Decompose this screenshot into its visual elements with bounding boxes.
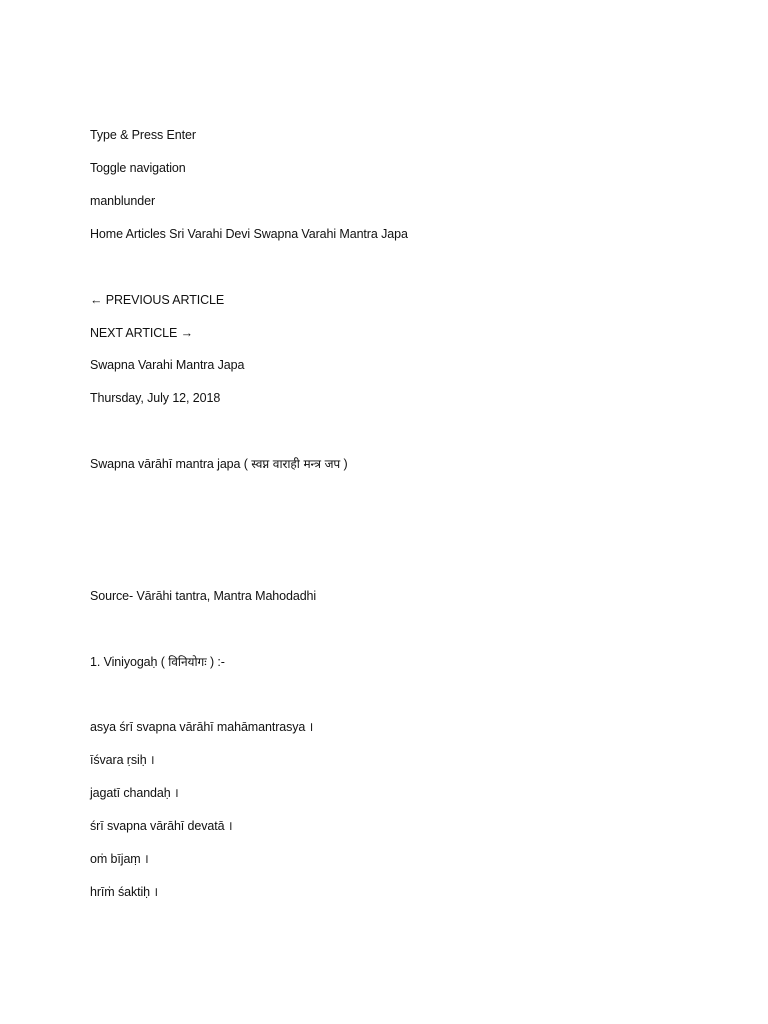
verse-line: jagatī chandaḥ । xyxy=(90,786,179,800)
next-article-link[interactable]: NEXT ARTICLE → xyxy=(90,326,194,340)
viniyoga-heading xyxy=(90,654,225,670)
verse-line: śrī svapna vārāhī devatā । xyxy=(90,819,233,833)
verse-line: hrīṁ śaktiḥ । xyxy=(90,885,159,899)
previous-article-link[interactable]: ← PREVIOUS ARTICLE xyxy=(90,293,225,307)
breadcrumb[interactable]: Home Articles Sri Varahi Devi Swapna Varahi Mantra Japa xyxy=(90,227,408,241)
viniyoga-devanagari: विनियोगः xyxy=(168,655,207,669)
verse-line: īśvara ṛsiḥ । xyxy=(90,753,155,767)
viniyoga-roman: 1. Viniyogaḥ ( xyxy=(90,655,169,669)
article-title: Swapna Varahi Mantra Japa xyxy=(90,358,245,372)
verse-line: asya śrī svapna vārāhī mahāmantrasya । xyxy=(90,720,314,734)
verse-line: oṁ bījaṃ । xyxy=(90,852,149,866)
search-prompt[interactable]: Type & Press Enter xyxy=(90,128,196,142)
article-heading-close: ) xyxy=(340,457,348,471)
source-line: Source- Vārāhi tantra, Mantra Mahodadhi xyxy=(90,589,317,603)
toggle-navigation-button[interactable]: Toggle navigation xyxy=(90,161,186,175)
article-heading-devanagari: स्वप्न वाराही मन्त्र जप xyxy=(251,457,341,471)
site-brand-link[interactable]: manblunder xyxy=(90,194,156,208)
article-heading xyxy=(90,456,348,472)
article-heading-roman: Swapna vārāhī mantra japa ( xyxy=(90,457,252,471)
viniyoga-close: ) :- xyxy=(206,655,225,669)
article-date: Thursday, July 12, 2018 xyxy=(90,391,221,405)
